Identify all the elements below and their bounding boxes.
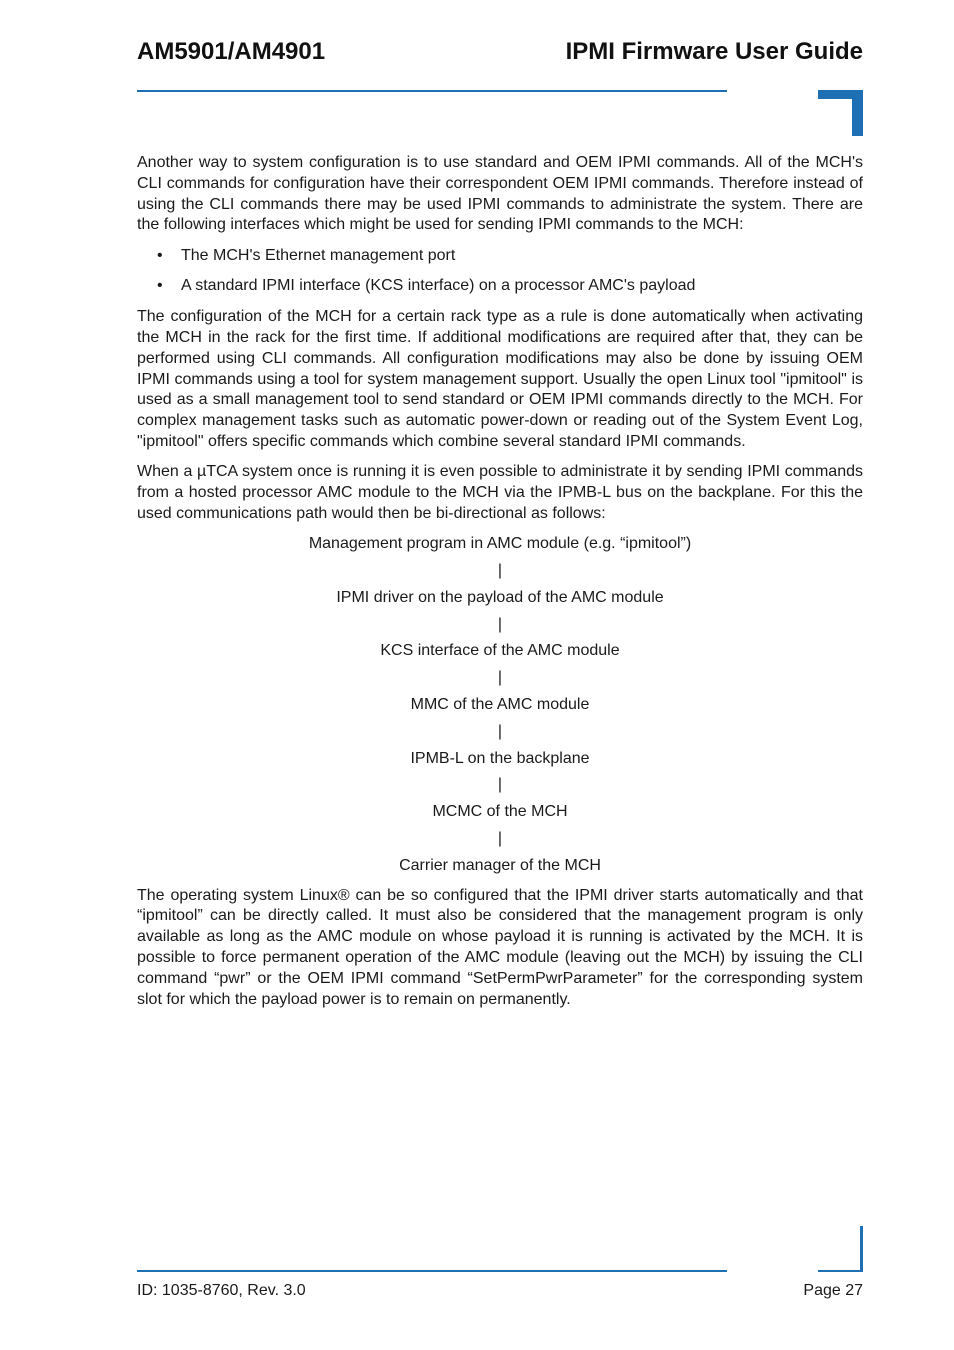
interface-list bbox=[137, 246, 863, 298]
footer-rule bbox=[137, 1270, 727, 1272]
footer-doc-id: ID: 1035-8760, Rev. 3.0 bbox=[137, 1282, 306, 1299]
path-connector: | bbox=[497, 722, 503, 740]
path-step: Carrier manager of the MCH bbox=[399, 856, 601, 874]
path-step: KCS interface of the AMC module bbox=[380, 642, 620, 660]
paragraph-linux: The operating system Linux® can be so configured that the IPMI driver starts automatically and that “ipmitool” can be directly called. It must also be considered that the management program is only available as long as the AMC module on whose payload it is running is activated by the MCH. It is possible to force permanent operation of the AMC module (leaving out the MCH) by issuing the CLI command “pwr” or the OEM IPMI command “SetPermPwrParameter” for the corresponding system slot for which the payload power is to remain on permanently. bbox=[137, 886, 863, 1008]
path-connector: | bbox=[497, 669, 503, 687]
bullet-icon: • bbox=[157, 277, 163, 295]
path-connector: | bbox=[497, 562, 503, 580]
communication-path bbox=[137, 534, 863, 876]
header-title: IPMI Firmware User Guide bbox=[565, 38, 863, 65]
path-step: MCMC of the MCH bbox=[432, 803, 568, 821]
footer-page-number: Page 27 bbox=[803, 1282, 863, 1299]
corner-mark-bottom-vertical bbox=[860, 1226, 863, 1272]
path-connector: | bbox=[497, 615, 503, 633]
header-rule bbox=[137, 90, 727, 92]
list-item-text: A standard IPMI interface (KCS interface) on a processor AMC's payload bbox=[181, 277, 696, 295]
corner-mark-top-vertical bbox=[852, 90, 863, 136]
list-item bbox=[137, 276, 863, 297]
page-content bbox=[137, 153, 863, 1020]
list-item bbox=[137, 246, 863, 267]
paragraph-configuration: The configuration of the MCH for a certain rack type as a rule is done automatically when activating the MCH in the rack for the first time. If additional modifications are required after that, they can be performed using CLI commands. All configuration modifications may also be done by issuing OEM IPMI commands using a tool for system management support. Usually the open Linux tool "ipmitool" is used as a small management tool to send standard or OEM IPMI commands directly to the MCH. For complex management tasks such as automatic power-down or reading out of the System Event Log, "ipmitool" offers specific commands which combine several standard IPMI commands. bbox=[137, 308, 863, 451]
bullet-icon: • bbox=[157, 246, 163, 264]
paragraph-utca: When a µTCA system once is running it is even possible to administrate it by sending IPMI commands from a hosted processor AMC module to the MCH via the IPMB-L bus on the backplane. For this the used communications path would then be bi-directional as follows: bbox=[137, 463, 863, 522]
path-step: IPMI driver on the payload of the AMC module bbox=[336, 588, 664, 606]
list-item-text: The MCH's Ethernet management port bbox=[181, 246, 456, 264]
path-step: IPMB-L on the backplane bbox=[410, 749, 590, 767]
path-connector: | bbox=[497, 830, 503, 848]
corner-mark-bottom bbox=[818, 1270, 863, 1272]
path-step: Management program in AMC module (e.g. “ipmitool”) bbox=[308, 535, 692, 553]
paragraph-intro: Another way to system configuration is to use standard and OEM IPMI commands. All of the MCH's CLI commands for configuration have their correspondent OEM IPMI commands. Therefore instead of using the CLI commands there may be used IPMI commands to administrate the system. There are the following interfaces which might be used for sending IPMI commands to the MCH: bbox=[137, 154, 863, 234]
path-step: MMC of the AMC module bbox=[410, 696, 590, 714]
header-product: AM5901/AM4901 bbox=[137, 38, 326, 65]
path-connector: | bbox=[497, 776, 503, 794]
